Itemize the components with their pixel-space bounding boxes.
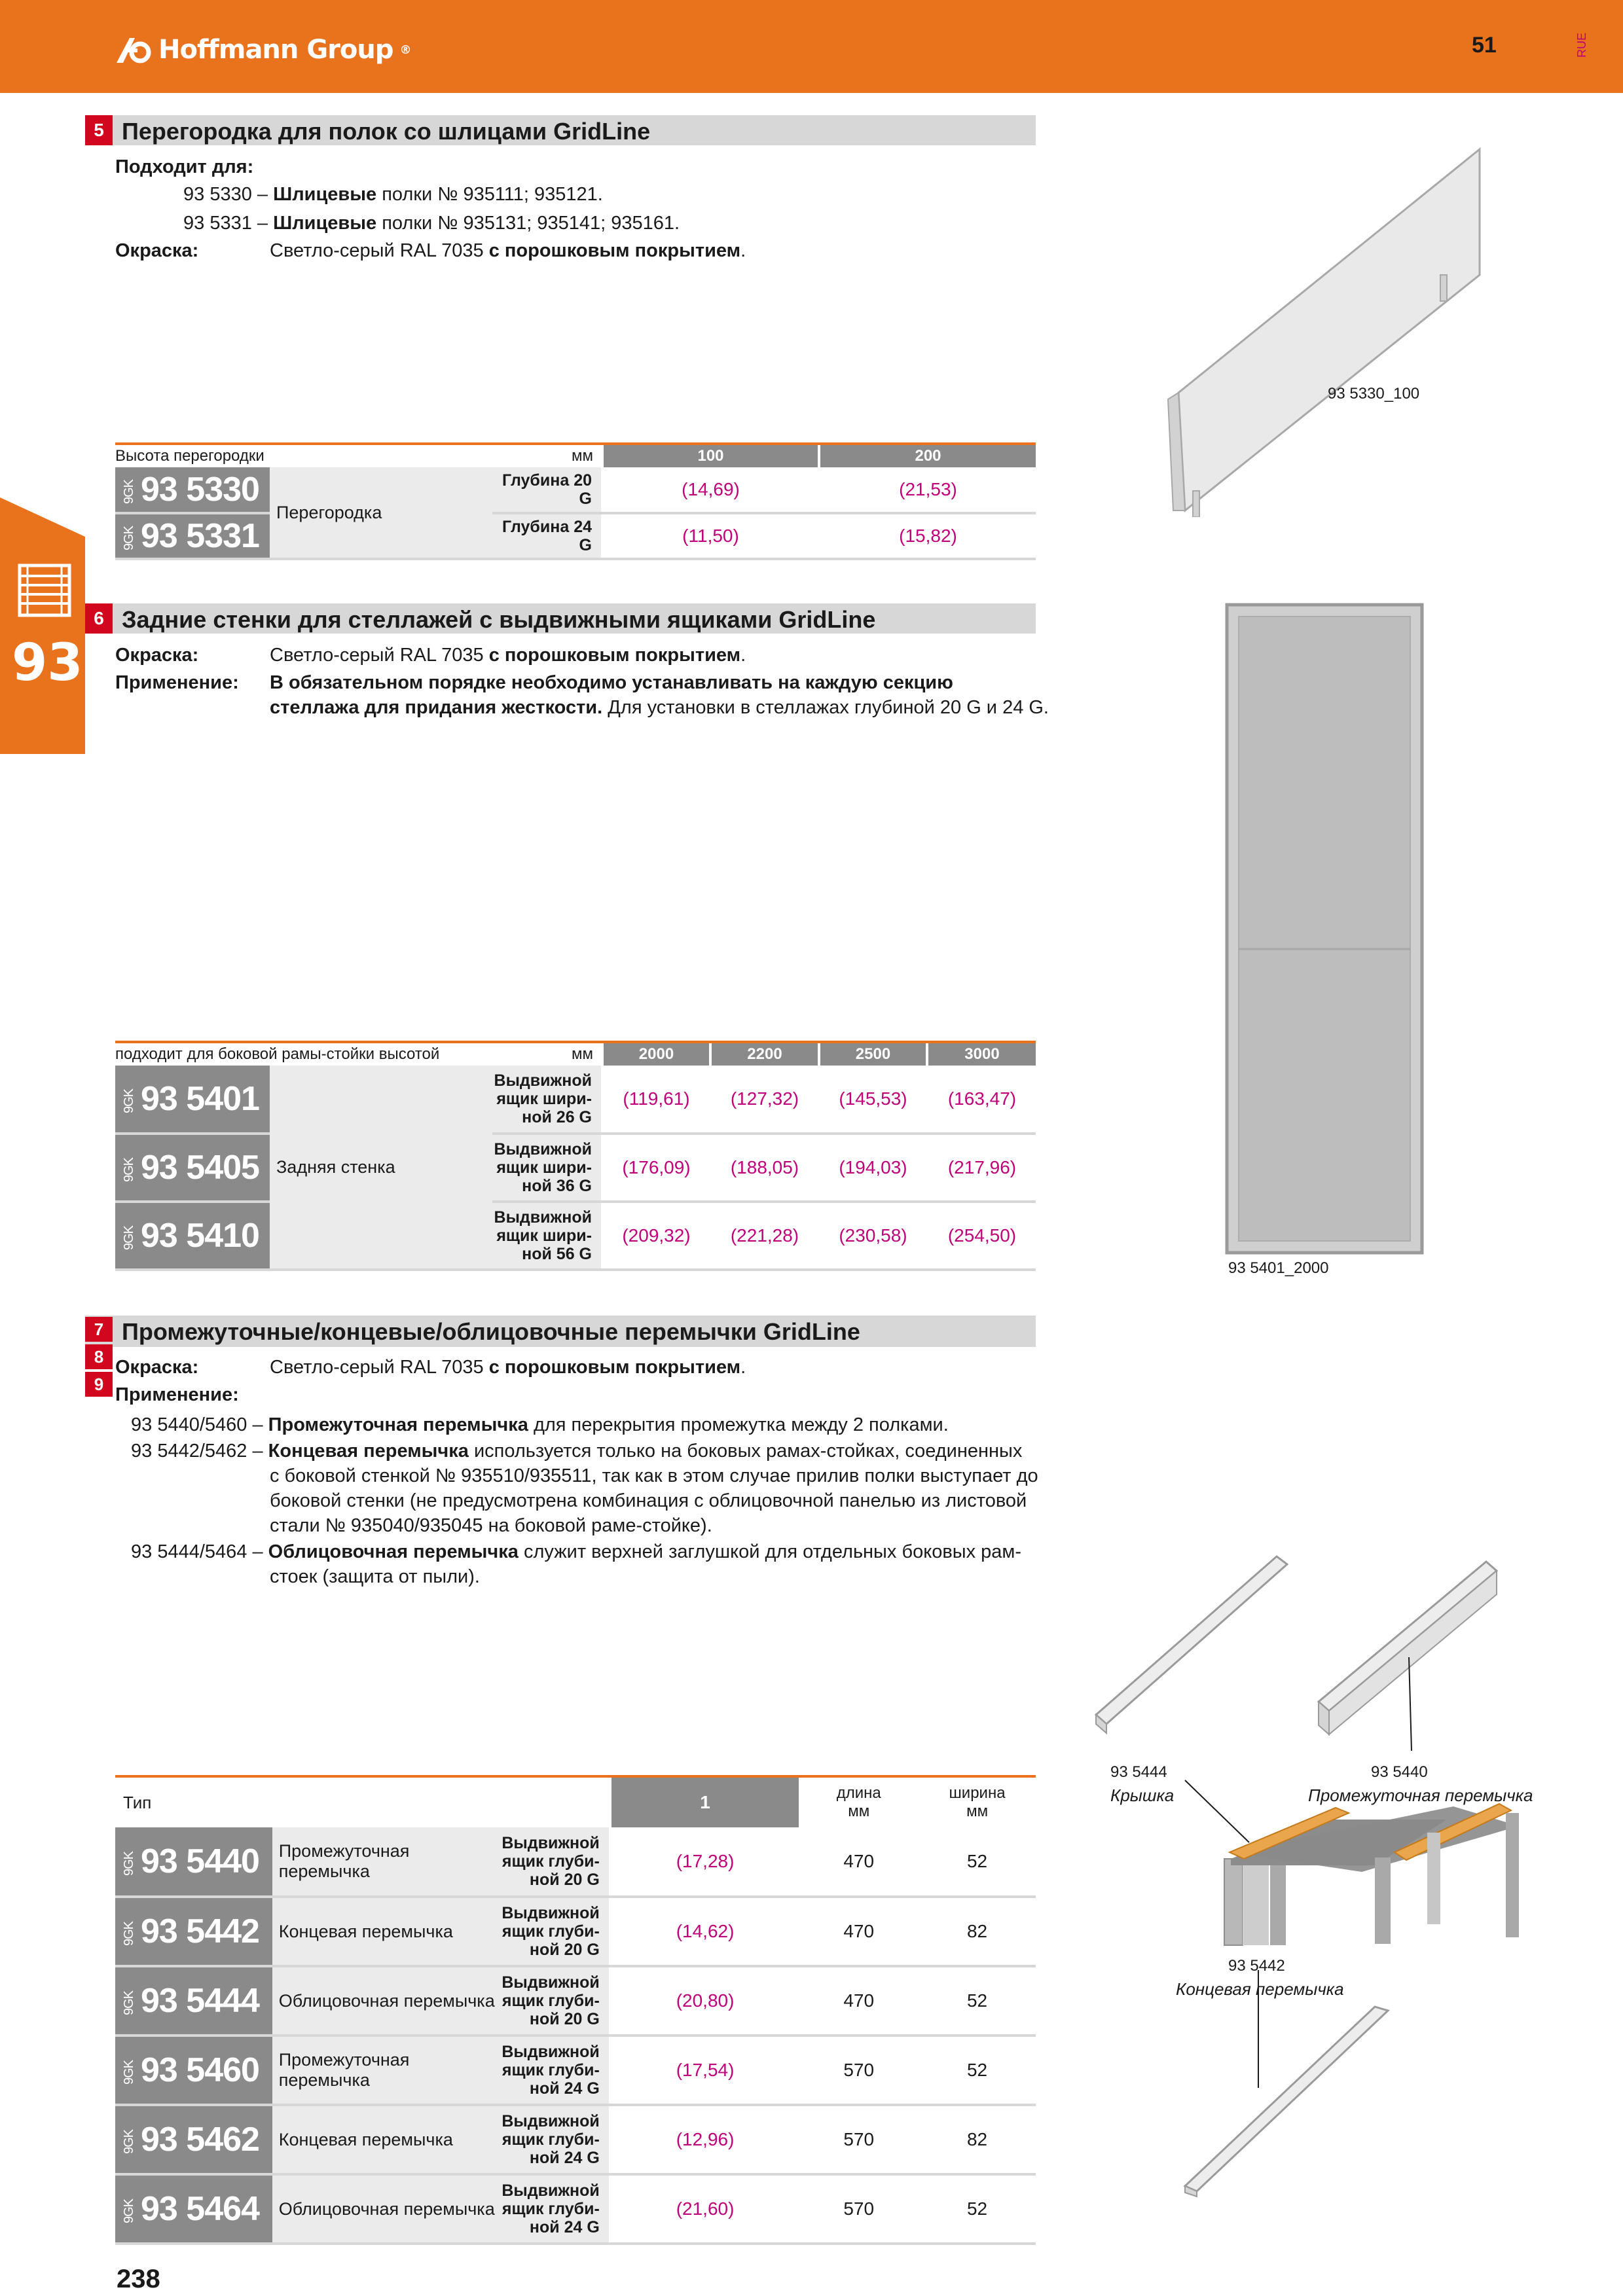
col-header-2200: 2200 bbox=[710, 1042, 819, 1066]
paint-label: Окраска: bbox=[115, 1357, 199, 1378]
use-line-3: 93 5444/5464 – Облицовочная перемычка служит верхней заглушкой для отдельных боковых рам- bbox=[131, 1541, 1022, 1562]
part-number: 9GK 93 5464 bbox=[115, 2174, 272, 2244]
price: (119,61) bbox=[602, 1066, 710, 1134]
paint-label: Окраска: bbox=[115, 645, 199, 666]
fit-line-1: 93 5330 – Шлицевые полки № 935111; 935121. bbox=[183, 184, 603, 205]
width-value: 82 bbox=[917, 2105, 1036, 2174]
divider-product-image bbox=[1159, 144, 1499, 517]
price: (209,32) bbox=[602, 1202, 710, 1270]
col-header-length: длина мм bbox=[800, 1776, 917, 1827]
section-number: 5 bbox=[85, 115, 113, 145]
use-line-1: В обязательном порядке необходимо устанавливать на каждую секцию bbox=[270, 672, 953, 693]
length-value: 570 bbox=[800, 2174, 917, 2244]
crossbar-price-table bbox=[115, 1775, 1036, 2245]
part-number: 9GK 93 5460 bbox=[115, 2036, 272, 2105]
length-value: 570 bbox=[800, 2105, 917, 2174]
width-value: 52 bbox=[917, 2174, 1036, 2244]
back-wall-image-caption: 93 5401_2000 bbox=[1228, 1259, 1329, 1277]
drawer-depth-label: Выдвижной ящик глуби- ной 24 G bbox=[498, 2036, 610, 2105]
price: (12,96) bbox=[610, 2105, 801, 2174]
drawer-depth-label: Выдвижной ящик глуби- ной 20 G bbox=[498, 1827, 610, 1897]
price: (127,32) bbox=[710, 1066, 819, 1134]
use-line-2: стеллажа для придания жесткости. Для установки в стеллажах глубиной 20 G и 24 G. bbox=[270, 697, 1049, 718]
price: (21,53) bbox=[819, 467, 1036, 513]
part-number: 9GK 93 5462 bbox=[115, 2105, 272, 2174]
chapter-side-tab bbox=[0, 497, 85, 754]
footer-page-number: 238 bbox=[117, 2265, 160, 2293]
product-desc: Промежуточная перемычка bbox=[272, 2036, 498, 2105]
col-header-frame-height: подходит для боковой рамы-стойки высотой bbox=[115, 1042, 492, 1066]
crossbar-illustration bbox=[1087, 1545, 1558, 2199]
back-wall-price-table bbox=[115, 1041, 1036, 1271]
width-value: 52 bbox=[917, 1827, 1036, 1897]
section-title: Задние стенки для стеллажей с выдвижными ящиками GridLine bbox=[122, 606, 876, 633]
divider-image-caption: 93 5330_100 bbox=[1328, 385, 1420, 403]
back-wall-product-image bbox=[1224, 602, 1427, 1257]
part-number: 9GK 93 5405 bbox=[115, 1134, 270, 1202]
price: (188,05) bbox=[710, 1134, 819, 1202]
col-header-3000: 3000 bbox=[927, 1042, 1036, 1066]
product-desc: Облицовочная перемычка bbox=[272, 1966, 498, 2036]
caption-intermediate-code: 93 5440 bbox=[1371, 1763, 1428, 1781]
price: (17,28) bbox=[610, 1827, 801, 1897]
depth-label: Глубина 20 G bbox=[492, 467, 602, 513]
hoffmann-logo-icon bbox=[115, 35, 152, 64]
col-header-width: ширина мм bbox=[917, 1776, 1036, 1827]
width-value: 82 bbox=[917, 1897, 1036, 1966]
length-value: 470 bbox=[800, 1897, 917, 1966]
section-numbers bbox=[85, 1317, 113, 1397]
col-header-qty: 1 bbox=[610, 1776, 801, 1827]
section-5-header bbox=[85, 115, 1036, 145]
part-number: 9GK 93 5440 bbox=[115, 1827, 272, 1897]
price: (194,03) bbox=[819, 1134, 927, 1202]
section-number: 7 bbox=[85, 1317, 113, 1342]
shelving-icon bbox=[17, 563, 72, 618]
price: (21,60) bbox=[610, 2174, 801, 2244]
length-value: 470 bbox=[800, 1827, 917, 1897]
paint-label: Окраска: bbox=[115, 240, 199, 261]
section-6-header bbox=[85, 603, 1036, 634]
price: (230,58) bbox=[819, 1202, 927, 1270]
use-label: Применение: bbox=[115, 1384, 239, 1405]
price: (20,80) bbox=[610, 1966, 801, 2036]
use-label: Применение: bbox=[115, 672, 239, 693]
width-value: 52 bbox=[917, 1966, 1036, 2036]
part-number: 9GK 93 5442 bbox=[115, 1897, 272, 1966]
drawer-depth-label: Выдвижной ящик глуби- ной 24 G bbox=[498, 2105, 610, 2174]
brand-logo: Hoffmann Group ® bbox=[115, 34, 410, 65]
price: (14,69) bbox=[602, 467, 819, 513]
caption-end-code: 93 5442 bbox=[1228, 1957, 1285, 1975]
product-desc: Промежуточная перемычка bbox=[272, 1827, 498, 1897]
section-number: 6 bbox=[85, 603, 113, 634]
use-line-2: 93 5442/5462 – Концевая перемычка используется только на боковых рамах-стойках, соединенных bbox=[131, 1441, 1023, 1462]
price: (14,62) bbox=[610, 1897, 801, 1966]
col-header-type: Тип bbox=[115, 1776, 610, 1827]
price: (145,53) bbox=[819, 1066, 927, 1134]
col-header-200: 200 bbox=[819, 444, 1036, 467]
price: (163,47) bbox=[927, 1066, 1036, 1134]
chapter-number: 93 bbox=[12, 634, 83, 692]
part-number: 9GK 93 5331 bbox=[115, 513, 270, 559]
col-header-2000: 2000 bbox=[602, 1042, 710, 1066]
price: (176,09) bbox=[602, 1134, 710, 1202]
brand-name: Hoffmann Group bbox=[158, 35, 393, 65]
section-title: Промежуточные/концевые/облицовочные перемычки GridLine bbox=[122, 1318, 860, 1345]
width-value: 52 bbox=[917, 2036, 1036, 2105]
paint-text: Светло-серый RAL 7035 с порошковым покрытием. bbox=[270, 1357, 746, 1378]
part-number: 9GK 93 5401 bbox=[115, 1066, 270, 1134]
catalog-page-number: 51 bbox=[1472, 33, 1497, 58]
drawer-width-label: Выдвижной ящик шири- ной 26 G bbox=[492, 1066, 602, 1134]
caption-cover-name: Крышка bbox=[1110, 1785, 1175, 1805]
part-number: 9GK 93 5444 bbox=[115, 1966, 272, 2036]
price: (15,82) bbox=[819, 513, 1036, 559]
product-desc: Концевая перемычка bbox=[272, 2105, 498, 2174]
part-number: 9GK 93 5330 bbox=[115, 467, 270, 513]
product-desc: Облицовочная перемычка bbox=[272, 2174, 498, 2244]
drawer-depth-label: Выдвижной ящик глуби- ной 20 G bbox=[498, 1897, 610, 1966]
price: (254,50) bbox=[927, 1202, 1036, 1270]
caption-end-name: Концевая перемычка bbox=[1176, 1979, 1344, 1999]
section-title: Перегородка для полок со шлицами GridLine bbox=[122, 118, 651, 145]
drawer-width-label: Выдвижной ящик шири- ной 56 G bbox=[492, 1202, 602, 1270]
fit-line-2: 93 5331 – Шлицевые полки № 935131; 935141; 935161. bbox=[183, 213, 680, 234]
section-number: 9 bbox=[85, 1372, 113, 1397]
paint-text: Светло-серый RAL 7035 с порошковым покрытием. bbox=[270, 240, 746, 261]
product-desc: Концевая перемычка bbox=[272, 1897, 498, 1966]
part-number: 9GK 93 5410 bbox=[115, 1202, 270, 1270]
price: (221,28) bbox=[710, 1202, 819, 1270]
use-line-1: 93 5440/5460 – Промежуточная перемычка для перекрытия промежутка между 2 полками. bbox=[131, 1414, 949, 1435]
drawer-depth-label: Выдвижной ящик глуби- ной 20 G bbox=[498, 1966, 610, 2036]
caption-intermediate-name: Промежуточная перемычка bbox=[1308, 1785, 1533, 1805]
caption-cover-code: 93 5444 bbox=[1110, 1763, 1167, 1781]
depth-label: Глубина 24 G bbox=[492, 513, 602, 559]
divider-price-table bbox=[115, 442, 1036, 560]
product-desc: Перегородка bbox=[270, 467, 492, 559]
section-7-header bbox=[85, 1316, 1036, 1347]
use-line-2-cont: боковой стенки (не предусмотрена комбинация с облицовочной панелью из листовой bbox=[270, 1490, 1027, 1511]
length-value: 470 bbox=[800, 1966, 917, 2036]
paint-text: Светло-серый RAL 7035 с порошковым покрытием. bbox=[270, 645, 746, 666]
col-header-unit: мм bbox=[492, 1042, 602, 1066]
col-header-2500: 2500 bbox=[819, 1042, 927, 1066]
drawer-depth-label: Выдвижной ящик глуби- ной 24 G bbox=[498, 2174, 610, 2244]
col-header-unit: мм bbox=[492, 444, 602, 467]
use-line-2-cont: с боковой стенкой № 935510/935511, так как в этом случае прилив полки выступает до bbox=[270, 1465, 1038, 1486]
price: (11,50) bbox=[602, 513, 819, 559]
use-line-2-cont: стали № 935040/935045 на боковой раме-стойке). bbox=[270, 1515, 712, 1536]
col-header-height: Высота перегородки bbox=[115, 444, 492, 467]
product-desc: Задняя стенка bbox=[270, 1066, 492, 1270]
col-header-100: 100 bbox=[602, 444, 819, 467]
section-number: 8 bbox=[85, 1344, 113, 1369]
price: (17,54) bbox=[610, 2036, 801, 2105]
use-line-3-cont: стоек (защита от пыли). bbox=[270, 1566, 480, 1587]
fits-label: Подходит для: bbox=[115, 156, 254, 177]
price: (217,96) bbox=[927, 1134, 1036, 1202]
drawer-width-label: Выдвижной ящик шири- ной 36 G bbox=[492, 1134, 602, 1202]
language-code: RUE bbox=[1575, 33, 1588, 58]
length-value: 570 bbox=[800, 2036, 917, 2105]
